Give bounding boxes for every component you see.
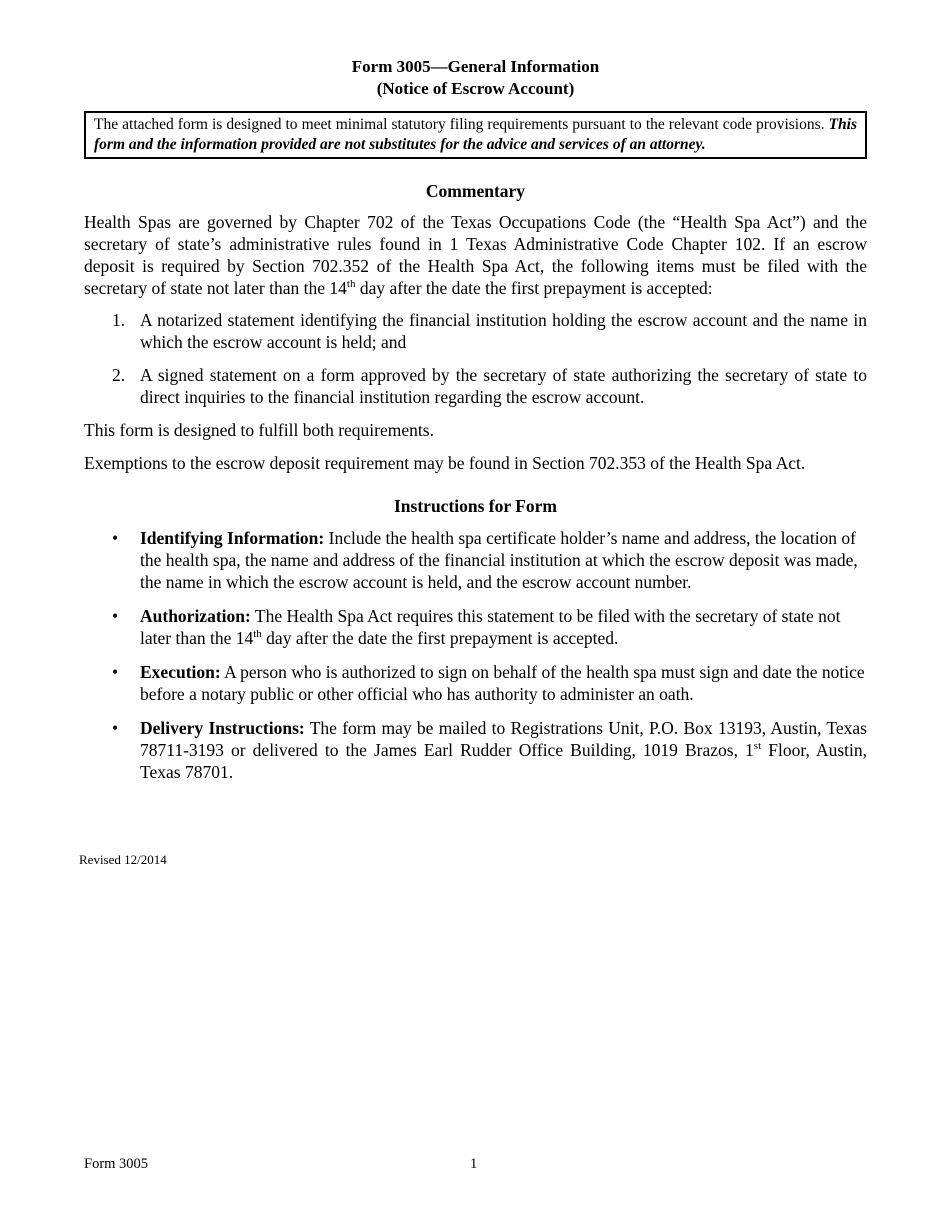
list-number: 1. — [112, 310, 126, 330]
footer-page-number: 1 — [470, 1156, 478, 1172]
instruction-text: The form may be mailed to Registrations Unit, P.O. Box 13193, Austin, Texas 78711-3193 or delivered to the James Earl Rudder Office Building, 1019 Brazos, 1 — [140, 718, 867, 760]
instruction-delivery — [84, 717, 867, 783]
instruction-authorization — [84, 605, 867, 649]
exemptions-paragraph: Exemptions to the escrow deposit requirement may be found in Section 702.353 of the Health Spa Act. — [84, 453, 806, 473]
list-item — [84, 364, 867, 408]
disclaimer-box — [84, 111, 867, 159]
list-item-text: A notarized statement identifying the financial institution holding the escrow account and the name in which the escrow account is held; and — [140, 310, 867, 352]
commentary-text: Health Spas are governed by Chapter 702 of the Texas Occupations Code (the “Health Spa Act”) and the secretary of state’s administrative rules found in 1 Texas Administrative Code Chapter 102. If an escrow deposit is required by Section 702.352 of the Health Spa Act, the following items must be filed with the secretary of state not later than the 14 — [84, 212, 867, 298]
fulfill-paragraph: This form is designed to fulfill both requirements. — [84, 420, 434, 440]
instruction-label: Delivery Instructions: — [140, 718, 305, 738]
ordinal-suffix: th — [346, 278, 356, 290]
instruction-identifying-information — [84, 527, 867, 593]
ordinal-suffix: st — [753, 740, 762, 752]
instruction-label: Identifying Information: — [140, 528, 325, 548]
revision-date: Revised 12/2014 — [79, 852, 167, 867]
instruction-text: The Health Spa Act requires this statement to be filed with the secretary of state not later than the 14 — [140, 606, 841, 648]
instruction-text-end: Floor, Austin, Texas 78701. — [140, 740, 867, 782]
commentary-text-end: day after the date the first prepayment is accepted: — [355, 278, 713, 298]
instruction-execution — [84, 661, 867, 705]
commentary-paragraph — [84, 211, 867, 299]
footer-form-number: Form 3005 — [84, 1156, 149, 1172]
disclaimer-emphasis: This form and the information provided are not substitutes for the advice and services of an attorney. — [94, 116, 857, 153]
requirements-list — [84, 309, 867, 408]
instructions-heading: Instructions for Form — [394, 496, 557, 516]
title-line-2: (Notice of Escrow Account) — [376, 79, 575, 98]
instruction-text-end: day after the date the first prepayment is accepted. — [261, 628, 619, 648]
list-item — [84, 309, 867, 353]
document-page — [84, 56, 867, 795]
instructions-list — [84, 527, 867, 783]
bullet-icon: • — [112, 718, 119, 738]
bullet-icon: • — [112, 606, 119, 626]
list-item-text: A signed statement on a form approved by the secretary of state authorizing the secretary of state to direct inquiries to the financial institution regarding the escrow account. — [140, 365, 867, 407]
list-number: 2. — [112, 365, 126, 385]
bullet-icon: • — [112, 662, 119, 682]
instruction-text: Include the health spa certificate holder’s name and address, the location of the health spa, the name and address of the financial institution at which the escrow deposit was made, the name in which the escrow account is held, and the escrow account number. — [140, 528, 858, 592]
instruction-label: Authorization: — [140, 606, 251, 626]
page-title — [84, 56, 867, 100]
instruction-label: Execution: — [140, 662, 221, 682]
commentary-heading: Commentary — [425, 181, 526, 201]
bullet-icon: • — [112, 528, 119, 548]
title-line-1: Form 3005—General Information — [351, 57, 600, 76]
instruction-text: A person who is authorized to sign on behalf of the health spa must sign and date the notice before a notary public or other official who has authority to administer an oath. — [140, 662, 865, 704]
disclaimer-text: The attached form is designed to meet minimal statutory filing requirements pursuant to the relevant code provisions. — [94, 116, 829, 133]
ordinal-suffix: th — [253, 628, 262, 640]
